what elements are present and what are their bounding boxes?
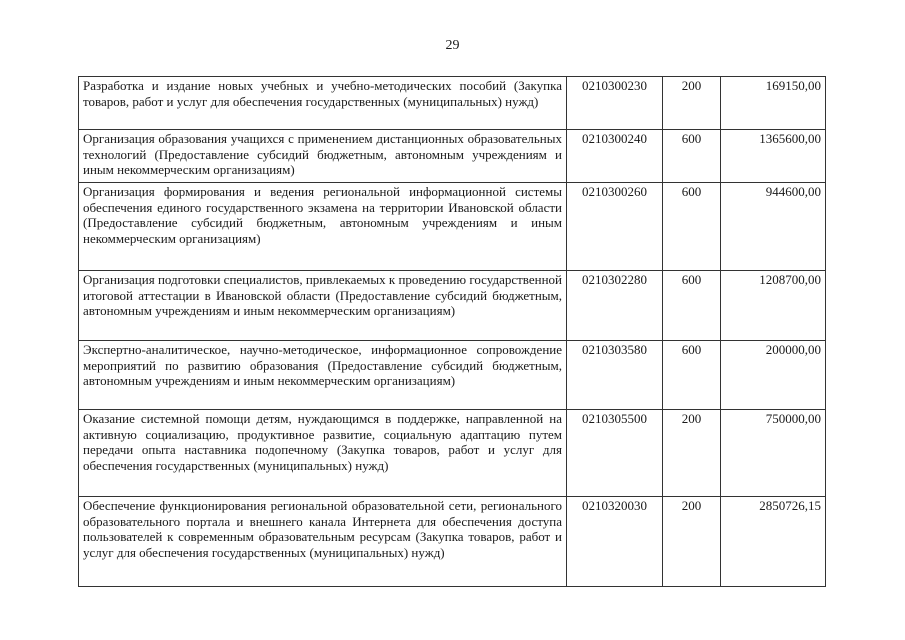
expense-type: 200 [663, 410, 721, 497]
amount: 1208700,00 [721, 271, 826, 341]
row-description: Разработка и издание новых учебных и учебно-методических пособий (Закупка товаров, работ и услуг для обеспечения государственных (муниципальных) нужд) [79, 77, 567, 130]
expense-type: 600 [663, 271, 721, 341]
table-row [79, 341, 826, 410]
table-row [79, 410, 826, 497]
table-row [79, 183, 826, 271]
table-row [79, 271, 826, 341]
table-row [79, 130, 826, 183]
row-description: Экспертно-аналитическое, научно-методическое, информационное сопровождение мероприятий по развитию образования (Предоставление субсидий бюджетным, автономным учреждениям и иным некоммерческим организациям) [79, 341, 567, 410]
row-description: Обеспечение функционирования региональной образовательной сети, регионального образовательного портала и внешнего канала Интернета для обеспечения доступа пользователей к современным образовательным ресурсам (Закупка товаров, работ и услуг для обеспечения государственных (муниципальных) нужд) [79, 497, 567, 587]
row-description: Организация формирования и ведения региональной информационной системы обеспечения единого государственного экзамена на территории Ивановской области (Предоставление субсидий бюджетным, автономным учреждениям и иным некоммерческим организациям) [79, 183, 567, 271]
expense-type: 200 [663, 497, 721, 587]
amount: 750000,00 [721, 410, 826, 497]
budget-table [78, 76, 826, 587]
amount: 169150,00 [721, 77, 826, 130]
expense-type: 600 [663, 183, 721, 271]
target-code: 0210302280 [567, 271, 663, 341]
target-code: 0210300260 [567, 183, 663, 271]
expense-type: 600 [663, 130, 721, 183]
amount: 2850726,15 [721, 497, 826, 587]
target-code: 0210300240 [567, 130, 663, 183]
target-code: 0210320030 [567, 497, 663, 587]
target-code: 0210300230 [567, 77, 663, 130]
amount: 200000,00 [721, 341, 826, 410]
amount: 1365600,00 [721, 130, 826, 183]
target-code: 0210305500 [567, 410, 663, 497]
table-row [79, 497, 826, 587]
expense-type: 200 [663, 77, 721, 130]
expense-type: 600 [663, 341, 721, 410]
target-code: 0210303580 [567, 341, 663, 410]
row-description: Организация образования учащихся с применением дистанционных образовательных технологий (Предоставление субсидий бюджетным, автономным учреждениям и иным некоммерческим организациям) [79, 130, 567, 183]
amount: 944600,00 [721, 183, 826, 271]
row-description: Оказание системной помощи детям, нуждающимся в поддержке, направленной на активную социализацию, продуктивное развитие, социальную адаптацию путем передачи опыта наставника подопечному (Закупка товаров, работ и услуг для обеспечения государственных (муниципальных) нужд) [79, 410, 567, 497]
row-description: Организация подготовки специалистов, привлекаемых к проведению государственной итоговой аттестации в Ивановской области (Предоставление субсидий бюджетным, автономным учреждениям и иным некоммерческим организациям) [79, 271, 567, 341]
page-number: 29 [445, 38, 460, 53]
table-row [79, 77, 826, 130]
